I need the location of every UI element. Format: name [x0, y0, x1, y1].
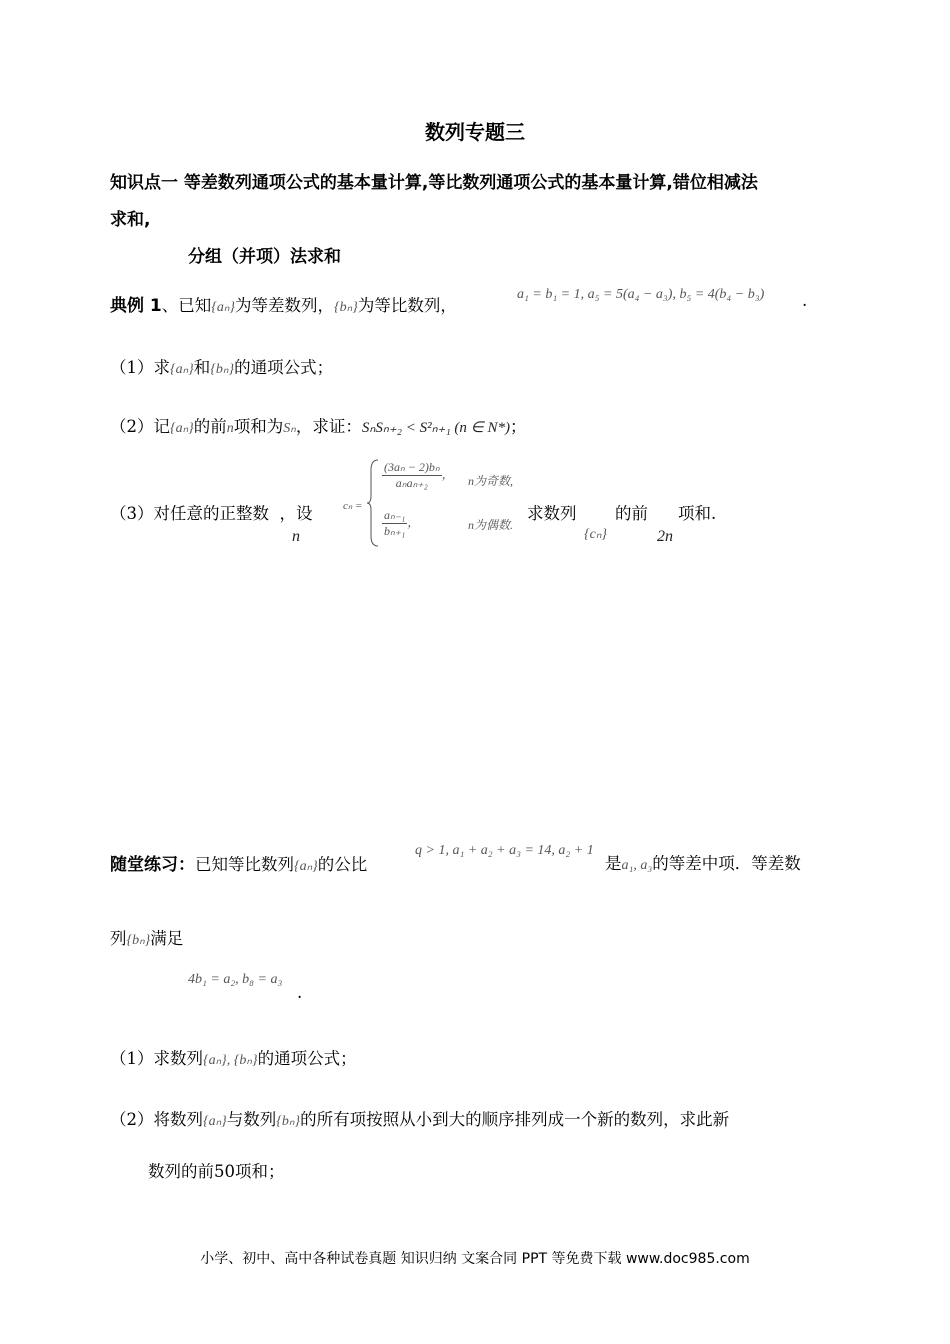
q2-text: 项和为: [233, 417, 284, 436]
practice-text: 的公比: [317, 855, 368, 874]
piecewise-brace: [366, 458, 382, 548]
pq2-text: （2）将数列: [110, 1110, 203, 1129]
set-bn: {bₙ}: [276, 1114, 301, 1129]
sets-an-bn: {aₙ}, {bₙ}: [203, 1053, 258, 1068]
set-bn: {bₙ}: [334, 300, 358, 315]
var-2n: 2n: [657, 528, 673, 545]
set-an: {aₙ}: [294, 859, 318, 874]
set-bn: {bₙ}: [126, 933, 151, 948]
practice-text: 的等差中项．等差数: [652, 854, 801, 873]
case1-condition: n为奇数,: [468, 474, 514, 488]
case2-condition: n为偶数.: [468, 518, 514, 532]
set-an: {aₙ}: [170, 362, 194, 377]
section-heading-line2: 求和,: [110, 210, 151, 230]
var-sn: Sₙ: [283, 421, 296, 436]
practice-statement-cont: [605, 850, 801, 874]
set-cn: {cₙ}: [584, 527, 607, 542]
practice-q2: [110, 1106, 729, 1130]
example1-label: 典例 1: [110, 296, 162, 316]
case1-denominator: aₙaₙ₊₂: [395, 476, 428, 490]
piecewise-case1: $\frac{\text{(3aₙ − 2)bₙ}}{\text{aₙaₙ₊₂}}$ ，: [384, 460, 454, 490]
example1-statement: [110, 291, 457, 316]
practice-text: 是: [605, 854, 622, 873]
set-an: {aₙ}: [203, 1114, 227, 1129]
example1-q1: [110, 354, 333, 378]
q1-text: 和: [193, 358, 211, 377]
set-an: {aₙ}: [170, 421, 194, 436]
footer-text: 小学、初中、高中各种试卷真题 知识归纳 文案合同 PPT 等免费下载 www.doc985.com: [200, 1251, 750, 1267]
pq2-text: 与数列: [226, 1110, 277, 1129]
example1-period: .: [802, 291, 808, 310]
practice-label: 随堂练习：: [110, 855, 195, 875]
var-a1a3: a₁, a₃: [621, 858, 653, 873]
case1-numerator: (3aₙ − 2)bₙ: [384, 460, 440, 474]
set-bn: {bₙ}: [210, 362, 235, 377]
example1-text: 、已知: [161, 296, 212, 315]
q3-text: 求数列: [527, 504, 577, 523]
case2-denominator: bₙ₊₁: [384, 524, 406, 538]
practice-condition: q > 1, a₁ + a₂ + a₃ = 14, a₂ + 1: [415, 843, 594, 858]
section-heading-line1: 知识点一 等差数列通项公式的基本量计算,等比数列通项公式的基本量计算,错位相减法: [110, 173, 758, 193]
pq1-text: 的通项公式；: [257, 1049, 357, 1068]
example1-condition: a₁ = b₁ = 1, a₅ = 5(a₄ − a₃), b₅ = 4(b₄ − b₃): [517, 287, 765, 302]
pq2-text: 的所有项按照从小到大的顺序排列成一个新的数列，求此新: [300, 1110, 730, 1129]
practice-q1: [110, 1045, 357, 1069]
q1-text: （1）求: [110, 358, 170, 377]
pq1-text: （1）求数列: [110, 1049, 203, 1068]
practice-period: .: [297, 983, 303, 1002]
practice-condition2: 4b₁ = a₂, b₈ = a₃: [188, 972, 283, 987]
var-n: n: [226, 421, 234, 436]
q2-text: ；: [509, 417, 527, 436]
q2-inequality: SₙSₙ₊₂ < S²ₙ₊₁ (n ∈ N*): [361, 420, 510, 436]
practice-line2: [110, 925, 183, 949]
section-heading-line3: 分组（并项）法求和: [188, 247, 341, 267]
q3-text: 的前: [615, 504, 648, 523]
q1-text: 的通项公式；: [234, 358, 334, 377]
example1-text: 为等比数列，: [357, 296, 457, 315]
practice-text: 列: [110, 929, 127, 948]
q3-text: （3）对任意的正整数: [110, 504, 269, 523]
var-n: n: [292, 528, 300, 545]
example1-q2: [110, 413, 526, 437]
example1-text: 为等差数列，: [235, 296, 335, 315]
case2-numerator: aₙ₋₁: [384, 508, 406, 522]
q3-text: 项和.: [678, 504, 717, 523]
page-title: 数列专题三: [425, 120, 525, 144]
q2-text: （2）记: [110, 417, 170, 436]
practice-text: 已知等比数列: [195, 855, 294, 874]
q3-text: ，设: [279, 504, 313, 523]
practice-statement: [110, 850, 367, 875]
q2-text: ，求证：: [295, 417, 362, 436]
piecewise-case2: $\frac{\text{aₙ₋₁}}{\text{bₙ₊₁}}$ ，: [384, 508, 420, 538]
example1-q3-prefix: [110, 500, 313, 524]
cn-label: cₙ =: [343, 500, 363, 512]
q2-text: 的前: [193, 417, 227, 436]
set-an: {aₙ}: [211, 300, 236, 315]
practice-q2-line2: 数列的前50项和；: [148, 1162, 285, 1181]
practice-text: 满足: [150, 929, 184, 948]
